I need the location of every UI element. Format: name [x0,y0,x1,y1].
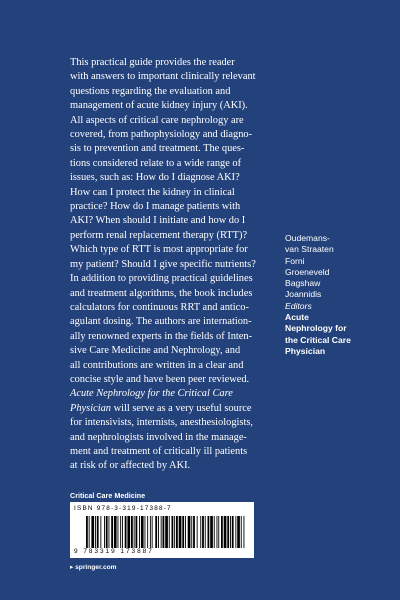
barcode-stripe [158,516,159,548]
barcode-stripe [104,516,105,548]
barcode-stripe [111,516,113,548]
barcode-stripe [122,516,123,548]
blurb-line-italic-title: Acute Nephrology for the Critical Care [70,388,233,400]
blurb-line: all contributions are written in a clear and [70,359,244,371]
barcode-image [86,516,246,548]
blurb-line: for intensivists, internists, anesthesiologists, [70,417,253,429]
blurb-line: sis to prevention and treatment. The ques- [70,143,245,155]
barcode-stripe [185,516,186,548]
barcode-stripe [214,516,215,548]
blurb-line: management of acute kidney injury (AKI). [70,100,248,112]
barcode-stripe [210,516,213,548]
barcode-stripe [244,516,245,548]
barcode-stripe [208,516,210,548]
barcode-stripe [100,516,101,548]
barcode-stripe [193,516,195,548]
author-name: Oudemans- [285,233,330,243]
barcode-stripe [232,516,234,548]
blurb-line: This practical guide provides the reader [70,57,235,68]
barcode-stripe [155,516,157,548]
blurb-line: with answers to important clinically relevant [70,71,256,83]
barcode-stripe [145,516,146,548]
series-name: Critical Care Medicine [70,491,146,500]
barcode-stripe [163,516,165,548]
isbn-text: ISBN 978-3-319-17388-7 [74,505,172,512]
blurb-line: at risk of or affected by AKI. [70,460,191,472]
barcode-stripe [237,516,240,548]
blurb-line: perform renal replacement therapy (RTT)? [70,229,248,241]
blurb-line: sive Care Medicine and Nephrology, and [70,345,241,357]
book-title-line: Acute [285,312,309,323]
blurb-line: and nephrologists involved in the manage- [70,431,247,443]
barcode-stripe [179,516,182,548]
blurb-line: issues, such as: How do I diagnose AKI? [70,172,240,184]
blurb-line-mixed [70,402,266,416]
barcode-stripe [86,516,88,548]
barcode-stripe [172,516,174,548]
blurb-text [70,56,266,474]
blurb-line: questions regarding the evaluation and [70,85,231,97]
barcode-stripe [120,516,121,548]
barcode-stripe [114,516,117,548]
barcode-stripe [235,516,236,548]
blurb-line: concise style and have been peer reviewed. [70,373,250,385]
author-name: Groeneveld [285,266,330,277]
barcode-stripe [205,516,206,548]
blurb-line-rest: will serve as a very useful source [113,402,252,414]
blurb-line: and treatment algorithms, the book includes [70,287,253,299]
barcode-stripe [95,516,96,548]
book-title-line: the Critical Care [285,334,351,345]
author-name: Joannidis [285,289,322,300]
barcode-stripe [188,516,191,548]
barcode-stripe [191,516,192,548]
blurb-line: agulant dosing. The authors are internation- [70,316,252,328]
barcode-stripe [230,516,231,548]
barcode-stripe [161,516,162,548]
author-name: van Straaten [285,244,334,255]
blurb-line: ally renowned experts in the fields of Inten- [70,330,253,342]
book-title-line: Physician [285,345,326,356]
blurb-line: In addition to providing practical guidelines [70,273,253,285]
blurb-line: All aspects of critical care nephrology are [70,114,244,126]
barcode-stripe [89,516,90,548]
barcode-stripe [202,516,204,548]
barcode-stripe [97,516,99,548]
barcode-stripe [125,516,127,548]
barcode-stripe [134,516,135,548]
blurb-line: covered, from pathophysiology and diagno- [70,129,253,141]
barcode-stripe [152,516,153,548]
barcode-box [70,502,254,558]
blurb-line: calculators for continuous RRT and antico- [70,301,249,313]
barcode-stripe [127,516,130,548]
barcode-stripe [91,516,94,548]
barcode-stripe [109,516,110,548]
book-title-line: Nephrology for [285,323,347,334]
editors-label: Editors [285,300,312,311]
barcode-stripe [169,516,170,548]
blurb-line: How can I protect the kidney in clinical [70,186,235,198]
barcode-stripe [241,516,242,548]
barcode-stripe [141,516,144,548]
barcode-stripe [224,516,227,548]
author-name: Forni [285,255,305,266]
blurb-italic-title-end: Physician [70,402,111,414]
blurb-line: AKI? When should I initiate and how do I [70,215,246,227]
barcode-number: 9 783319 173887 [74,548,154,555]
barcode-stripe [217,516,218,548]
barcode-stripe [118,516,119,548]
barcode-stripe [218,516,219,548]
barcode-stripe [174,516,175,548]
barcode-stripe [150,516,151,548]
barcode-stripe [197,516,198,548]
barcode-stripe [131,516,133,548]
barcode-stripe [227,516,229,548]
barcode-stripe [182,516,184,548]
blurb-line: tions considered relate to a wide range of [70,157,242,169]
barcode-stripe [176,516,178,548]
barcode-stripe [136,516,138,548]
barcode-stripe [106,516,108,548]
barcode-stripe [221,516,223,548]
barcode-stripe [200,516,201,548]
barcode-stripe [147,516,148,548]
author-name: Bagshaw [285,278,321,289]
blurb-line: practice? How do I manage patients with [70,201,241,213]
barcode-stripe [165,516,168,548]
website-link[interactable]: ▸ springer.com [70,564,117,571]
blurb-line: ment and treatment of critically ill patients [70,445,248,457]
blurb-line: Which type of RTT is most appropriate for [70,244,248,256]
spine-info [285,233,395,357]
blurb-line: my patient? Should I give specific nutrients? [70,258,256,270]
barcode-stripe [139,516,140,548]
